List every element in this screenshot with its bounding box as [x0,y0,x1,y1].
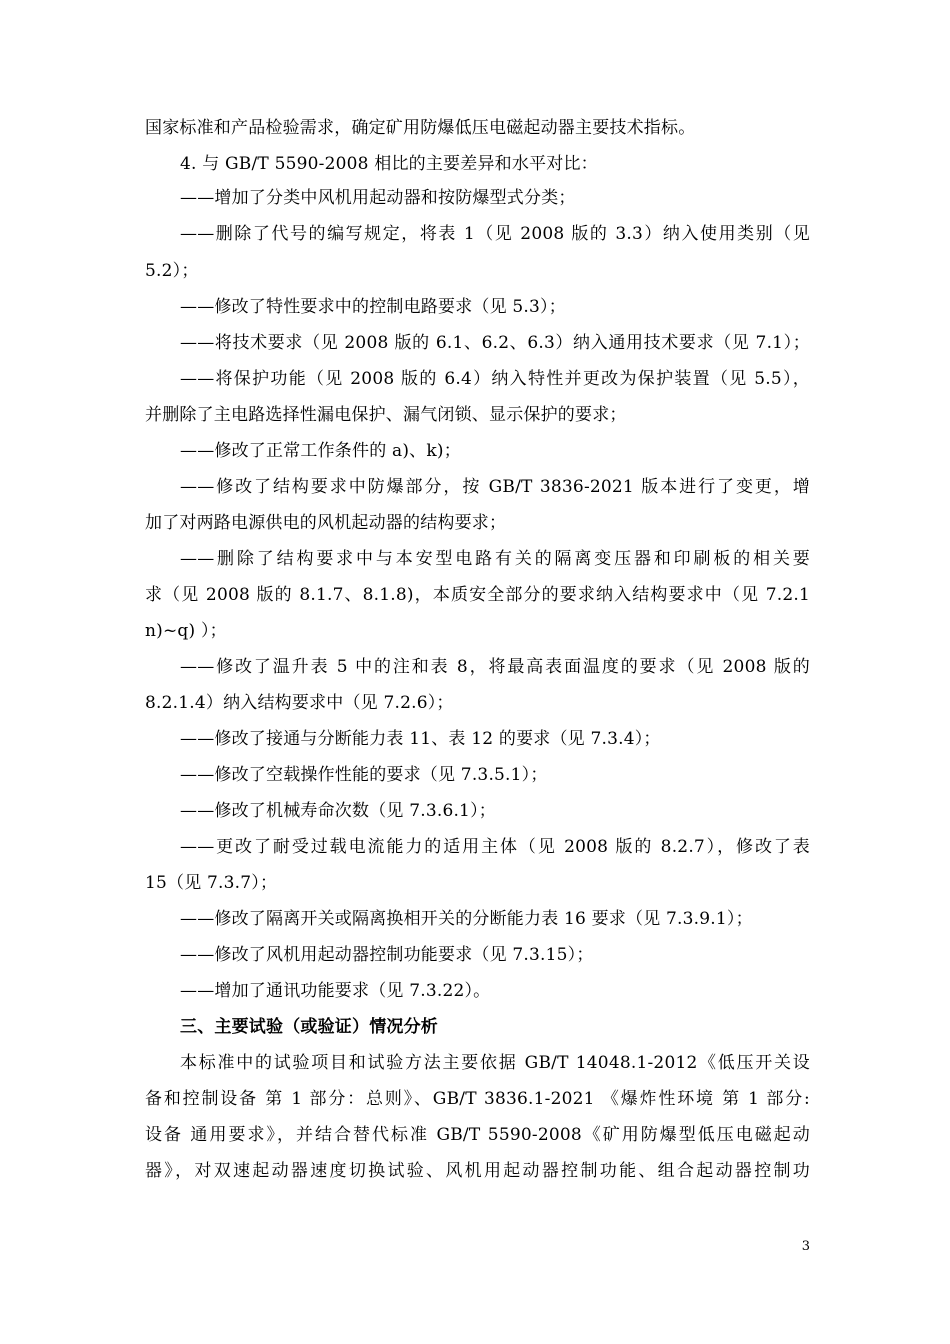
list-item: ——修改了正常工作条件的 a)、k)； [180,441,461,461]
list-item: ——增加了分类中风机用起动器和按防爆型式分类； [180,188,576,208]
section-heading: 三、主要试验（或验证）情况分析 [180,1017,438,1037]
list-item: ——修改了温升表 5 中的注和表 8，将最高表面温度的要求（见 2008 版的 [180,657,810,677]
list-item: ——修改了空载操作性能的要求（见 7.3.5.1）； [180,765,548,785]
paragraph-line: 设备 通用要求》，并结合替代标准 GB/T 5590-2008《矿用防爆型低压电磁起动 [145,1125,810,1145]
list-item: ——将技术要求（见 2008 版的 6.1、6.2、6.3）纳入通用技术要求（见 7.1）； [180,333,810,353]
list-item: ——将保护功能（见 2008 版的 6.4）纳入特性并更改为保护装置（见 5.5）， [180,369,810,389]
list-item: ——修改了结构要求中防爆部分，按 GB/T 3836-2021 版本进行了变更，增 [180,477,810,497]
list-item: ——修改了接通与分断能力表 11、表 12 的要求（见 7.3.4）； [180,729,661,749]
text-line: 国家标准和产品检验需求，确定矿用防爆低压电磁起动器主要技术指标。 [145,118,696,138]
text-line: 8.2.1.4）纳入结构要求中（见 7.2.6）； [145,693,454,713]
paragraph-line: 备和控制设备 第 1 部分：总则》、GB/T 3836.1-2021 《爆炸性环境 第 1 部分: [145,1089,810,1109]
list-item: ——修改了隔离开关或隔离换相开关的分断能力表 16 要求（见 7.3.9.1）； [180,909,753,929]
list-item: ——删除了结构要求中与本安型电路有关的隔离变压器和印刷板的相关要 [180,549,810,569]
page-number: 3 [801,1239,810,1254]
text-line: 加了对两路电源供电的风机起动器的结构要求； [145,513,507,533]
list-item: ——增加了通讯功能要求（见 7.3.22）。 [180,981,491,1001]
list-item: ——更改了耐受过载电流能力的适用主体（见 2008 版的 8.2.7），修改了表 [180,837,810,857]
section-item-4: 4. 与 GB/T 5590-2008 相比的主要差异和水平对比： [180,154,598,174]
list-item: ——修改了机械寿命次数（见 7.3.6.1）； [180,801,496,821]
text-line: 并删除了主电路选择性漏电保护、漏气闭锁、显示保护的要求； [145,405,627,425]
paragraph-line: 器》，对双速起动器速度切换试验、风机用起动器控制功能、组合起动器控制功 [145,1161,810,1181]
paragraph-line: 本标准中的试验项目和试验方法主要依据 GB/T 14048.1-2012《低压开关设 [180,1053,810,1073]
text-line: 5.2）； [145,261,199,281]
text-line: n)~q) ）； [145,621,227,641]
list-item: ——修改了风机用起动器控制功能要求（见 7.3.15）； [180,945,594,965]
list-item: ——修改了特性要求中的控制电路要求（见 5.3）； [180,297,566,317]
list-item: ——删除了代号的编写规定，将表 1（见 2008 版的 3.3）纳入使用类别（见 [180,224,810,244]
text-line: 求（见 2008 版的 8.1.7、8.1.8)，本质安全部分的要求纳入结构要求中（见 7.2.1 [145,585,810,605]
text-line: 15（见 7.3.7）； [145,873,278,893]
